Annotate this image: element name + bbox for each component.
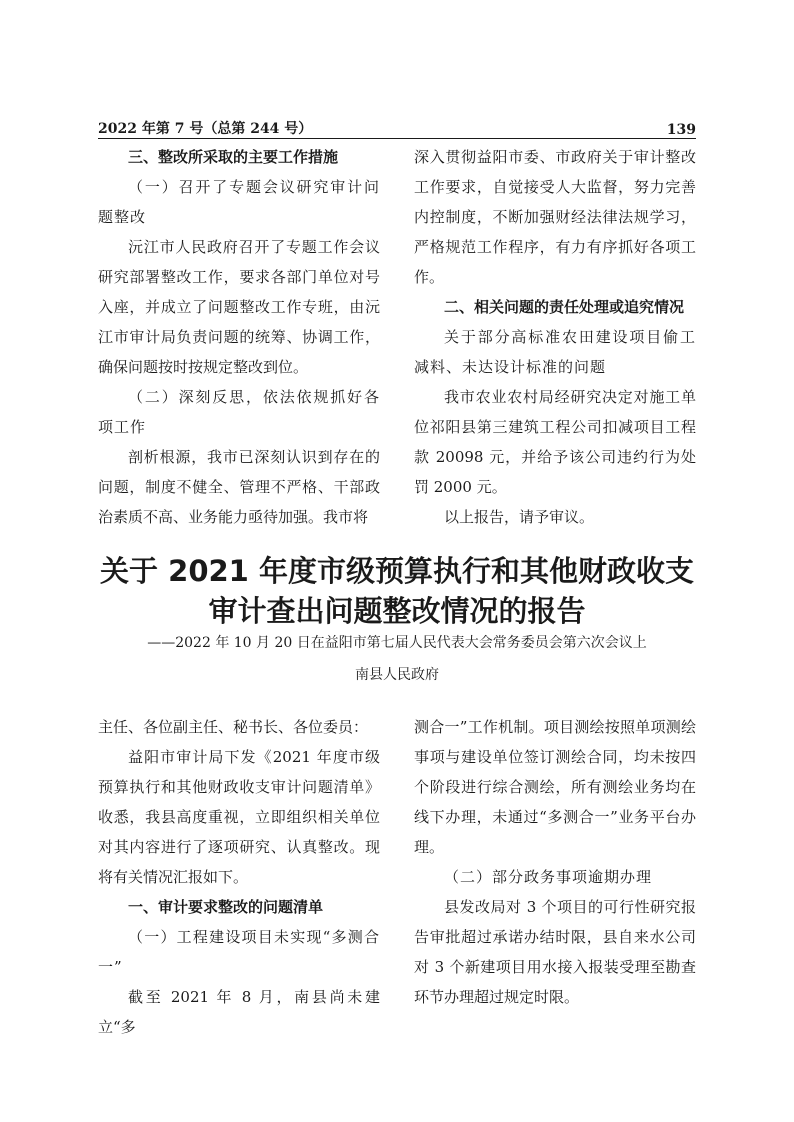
- prev-left-column: [98, 142, 380, 532]
- paragraph: 以上报告，请予审议。: [444, 508, 595, 526]
- issue-label: 2022 年第 7 号（总第 244 号）: [98, 121, 313, 137]
- paragraph: 沅江市人民政府召开了专题工作会议研究部署整改工作，要求各部门单位对号入座，并成立了问题整改工作专班，由沅江市审计局负责问题的统筹、协调工作，确保问题按时按规定整改到位。: [98, 238, 380, 376]
- paragraph-continued: 深入贯彻益阳市委、市政府关于审计整改工作要求，自觉接受人大监督，努力完善内控制度，不断加强财经法律法规学习，严格规范工作程序，有力有序抓好各项工作。: [414, 148, 696, 286]
- section-heading: 三、整改所采取的主要工作措施: [128, 148, 339, 166]
- article-right-column: [414, 712, 696, 1012]
- article-subtitle: ——2022 年 10 月 20 日在益阳市第七届人民代表大会常务委员会第六次会议上: [147, 635, 647, 651]
- paragraph: 县发改局对 3 个项目的可行性研究报告审批超过承诺办结时限，县自来水公司对 3 个新建项目用水接入报装受理至勘查环节办理超过规定时限。: [414, 898, 696, 1006]
- section-heading: 二、相关问题的责任处理或追究情况: [444, 298, 685, 316]
- article-left-column: [98, 712, 380, 1042]
- paragraph: 截至 2021 年 8 月，南县尚未建立“多: [98, 988, 380, 1036]
- section-heading: 一、审计要求整改的问题清单: [128, 898, 324, 916]
- sub-heading: （一）工程建设项目未实现“多测合一”: [98, 928, 380, 976]
- paragraph: 我市农业农村局经研究决定对施工单位祁阳县第三建筑工程公司扣减项目工程款 20098 元，并给予该公司违约行为处罚 2000 元。: [414, 388, 696, 496]
- page-number: 139: [666, 122, 696, 138]
- sub-heading: （二）深刻反思，依法依规抓好各项工作: [98, 388, 380, 436]
- header-rule: [98, 138, 696, 139]
- prev-right-column: [414, 142, 696, 532]
- page-header: [98, 116, 696, 138]
- article-title-line1: 关于 2021 年度市级预算执行和其他财政收支: [100, 554, 694, 588]
- paragraph-continued: 测合一”工作机制。项目测绘按照单项测绘事项与建设单位签订测绘合同，均未按四个阶段进行综合测绘，所有测绘业务均在线下办理，未通过“多测合一”业务平台办理。: [414, 718, 696, 856]
- sub-heading: 关于部分高标准农田建设项目偷工减料、未达设计标准的问题: [414, 328, 696, 376]
- sub-heading: （一）召开了专题会议研究审计问题整改: [98, 178, 380, 226]
- paragraph: 益阳市审计局下发《2021 年度市级预算执行和其他财政收支审计问题清单》收悉，我县高度重视，立即组织相关单位对其内容进行了逐项研究、认真整改。现将有关情况汇报如下。: [98, 748, 380, 886]
- paragraph: 剖析根源，我市已深刻认识到存在的问题，制度不健全、管理不严格、干部政治素质不高、业务能力亟待加强。我市将: [98, 448, 380, 526]
- article-author: 南县人民政府: [355, 667, 439, 683]
- salutation: 主任、各位副主任、秘书长、各位委员：: [98, 718, 369, 736]
- sub-heading: （二）部分政务事项逾期办理: [444, 868, 653, 886]
- article-title-line2: 审计查出问题整改情况的报告: [208, 594, 586, 628]
